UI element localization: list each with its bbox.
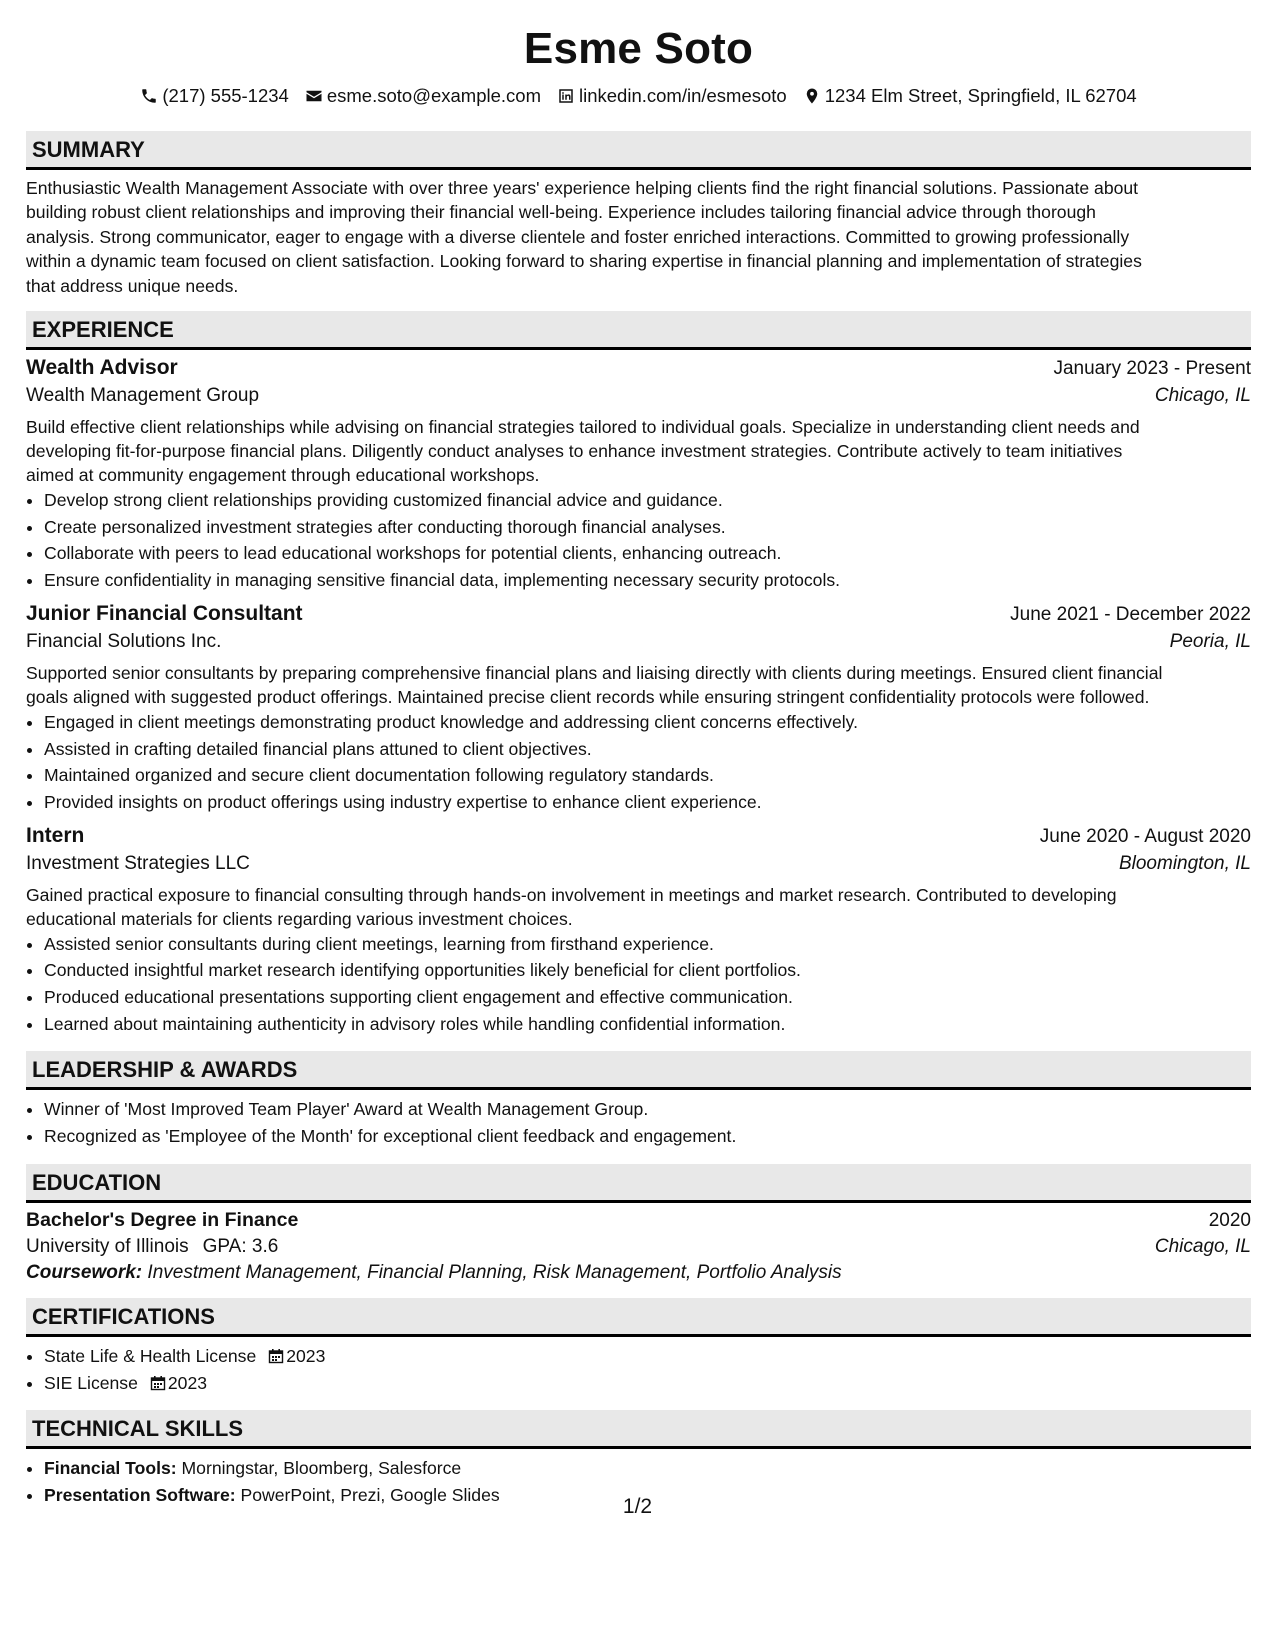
summary-line: analysis. Strong communicator, eager to engage with a diverse clientele and foster enriched interactions. Committed to growing professionally [26, 226, 1130, 247]
map-pin-icon [803, 87, 821, 105]
job-title: Intern [26, 823, 85, 847]
company-name: Wealth Management Group [26, 385, 260, 407]
page-number: 1/2 [622, 1495, 653, 1518]
skill-value: PowerPoint, Prezi, Google Slides [240, 1484, 500, 1505]
job-location: Peoria, IL [1169, 630, 1251, 652]
experience-entry [26, 824, 1251, 1038]
experience-entry [26, 356, 1251, 594]
job-location: Chicago, IL [1154, 385, 1251, 407]
leadership-list [26, 1096, 1251, 1149]
bullet-item: • Develop strong client relationships providing customized financial advice and guidance. [44, 487, 1251, 514]
job-title-row [26, 356, 1251, 380]
award-item: • Winner of 'Most Improved Team Player' Award at Wealth Management Group. [44, 1096, 1251, 1123]
summary-line: building robust client relationships and improving their financial well-being. Experience includes tailoring financial advice through thorough [26, 202, 1096, 223]
job-dates: June 2021 - December 2022 [1010, 603, 1251, 625]
school-row [26, 1236, 1251, 1258]
section-header-summary: SUMMARY [26, 131, 1251, 170]
gpa: GPA: 3.6 [202, 1235, 279, 1257]
contact-bar [26, 84, 1251, 108]
section-header-leadership: LEADERSHIP & AWARDS [26, 1051, 1251, 1090]
certification-name: SIE License [44, 1372, 138, 1393]
company-name: Financial Solutions Inc. [26, 630, 222, 652]
description-line: Build effective client relationships while advising on financial strategies tailored to individual goals. Specialize in understanding client needs and [26, 417, 1140, 438]
certification-item [44, 1370, 1251, 1397]
bullet-item: • Ensure confidentiality in managing sensitive financial data, implementing necessary security protocols. [44, 567, 1251, 594]
certification-year: 2023 [167, 1372, 208, 1393]
summary-text [26, 176, 1251, 298]
certification-name: State Life & Health License [44, 1345, 257, 1366]
skill-label: Financial Tools: [44, 1458, 177, 1479]
experience-entry [26, 602, 1251, 816]
contact-linkedin[interactable] [557, 85, 787, 107]
bullet-item: • Assisted in crafting detailed financial plans attuned to client objectives. [44, 736, 1251, 763]
contact-email[interactable] [305, 85, 541, 107]
job-description [26, 415, 1251, 487]
graduation-year: 2020 [1208, 1209, 1251, 1231]
job-bullets [26, 487, 1251, 594]
coursework [26, 1262, 1251, 1284]
job-description [26, 883, 1251, 931]
bullet-item: • Provided insights on product offerings using industry expertise to enhance client experience. [44, 789, 1251, 816]
certification-year: 2023 [286, 1345, 326, 1366]
description-line: goals aligned with suggested product offerings. Maintained precise client records while ensuring stringent confidentiality protocols were followed. [26, 686, 1150, 707]
skill-item [44, 1455, 1251, 1482]
degree-row [26, 1209, 1251, 1232]
section-header-skills: TECHNICAL SKILLS [26, 1410, 1251, 1449]
certifications-list [26, 1343, 1251, 1396]
certification-item [44, 1343, 1251, 1370]
summary-line: Enthusiastic Wealth Management Associate with over three years' experience helping clients find the right financial solutions. Passionate about [26, 178, 1139, 198]
description-line: Supported senior consultants by preparing comprehensive financial plans and liaising directly with clients during meetings. Ensured client financial [26, 662, 1163, 683]
job-title-row [26, 824, 1251, 848]
candidate-name: Esme Soto [523, 24, 754, 73]
skill-label: Presentation Software: [44, 1484, 236, 1505]
coursework-label: Coursework: [26, 1261, 143, 1283]
bullet-item: • Maintained organized and secure client documentation following regulatory standards. [44, 762, 1251, 789]
section-header-certifications: CERTIFICATIONS [26, 1298, 1251, 1337]
bullet-item: • Produced educational presentations supporting client engagement and effective communication. [44, 984, 1251, 1011]
job-bullets [26, 931, 1251, 1038]
linkedin-icon [557, 87, 575, 105]
skill-value: Morningstar, Bloomberg, Salesforce [181, 1458, 462, 1479]
job-dates: June 2020 - August 2020 [1039, 825, 1251, 847]
summary-line: within a dynamic team focused on client satisfaction. Looking forward to sharing expertise in financial planning and implementation of strategies [26, 251, 1142, 272]
job-company-row [26, 385, 1251, 407]
job-company-row [26, 631, 1251, 653]
description-line: educational materials for clients regarding various investment choices. [26, 908, 573, 929]
school-name: University of Illinois [26, 1235, 189, 1257]
award-item: • Recognized as 'Employee of the Month' for exceptional client feedback and engagement. [44, 1123, 1251, 1150]
bullet-item: • Learned about maintaining authenticity in advisory roles while handling confidential information. [44, 1011, 1251, 1038]
degree-name: Bachelor's Degree in Finance [26, 1208, 299, 1231]
section-header-education: EDUCATION [26, 1164, 1251, 1203]
description-line: developing fit-for-purpose financial plans. Diligently conduct analyses to enhance investment strategies. Contribute actively to team initiatives [26, 441, 1123, 462]
envelope-icon [305, 87, 323, 105]
phone-number: (217) 555-1234 [162, 85, 289, 106]
summary-line: that address unique needs. [26, 275, 239, 296]
education-entry [26, 1209, 1251, 1284]
contact-phone [140, 85, 289, 107]
address-text: 1234 Elm Street, Springfield, IL 62704 [824, 85, 1137, 106]
job-bullets [26, 709, 1251, 816]
bullet-item: • Engaged in client meetings demonstrating product knowledge and addressing client concerns effectively. [44, 709, 1251, 736]
job-location: Bloomington, IL [1118, 852, 1251, 874]
coursework-list: Investment Management, Financial Planning, Risk Management, Portfolio Analysis [147, 1261, 842, 1283]
linkedin-link[interactable]: linkedin.com/in/esmesoto [579, 85, 787, 106]
job-title: Wealth Advisor [26, 356, 178, 380]
job-title-row [26, 602, 1251, 626]
section-header-experience: EXPERIENCE [26, 311, 1251, 350]
job-dates: January 2023 - Present [1053, 358, 1251, 380]
resume-page [26, 22, 1251, 1509]
bullet-item: • Create personalized investment strategies after conducting thorough financial analyses. [44, 514, 1251, 541]
calendar-icon [150, 1375, 166, 1391]
email-link[interactable]: esme.soto@example.com [326, 85, 541, 106]
job-title: Junior Financial Consultant [26, 601, 303, 625]
phone-icon [140, 87, 158, 105]
description-line: aimed at community engagement through educational workshops. [26, 465, 540, 486]
job-company-row [26, 853, 1251, 875]
job-description [26, 661, 1251, 709]
bullet-item: • Assisted senior consultants during client meetings, learning from firsthand experience. [44, 931, 1251, 958]
description-line: Gained practical exposure to financial consulting through hands-on involvement in meetings and market research. Contributed to developing [26, 884, 1117, 905]
bullet-item: • Collaborate with peers to lead educational workshops for potential clients, enhancing outreach. [44, 540, 1251, 567]
calendar-icon [268, 1348, 284, 1364]
school-info [26, 1236, 278, 1258]
contact-address [803, 85, 1137, 107]
bullet-item: • Conducted insightful market research identifying opportunities likely beneficial for client portfolios. [44, 957, 1251, 984]
school-location: Chicago, IL [1154, 1235, 1251, 1257]
company-name: Investment Strategies LLC [26, 852, 250, 874]
